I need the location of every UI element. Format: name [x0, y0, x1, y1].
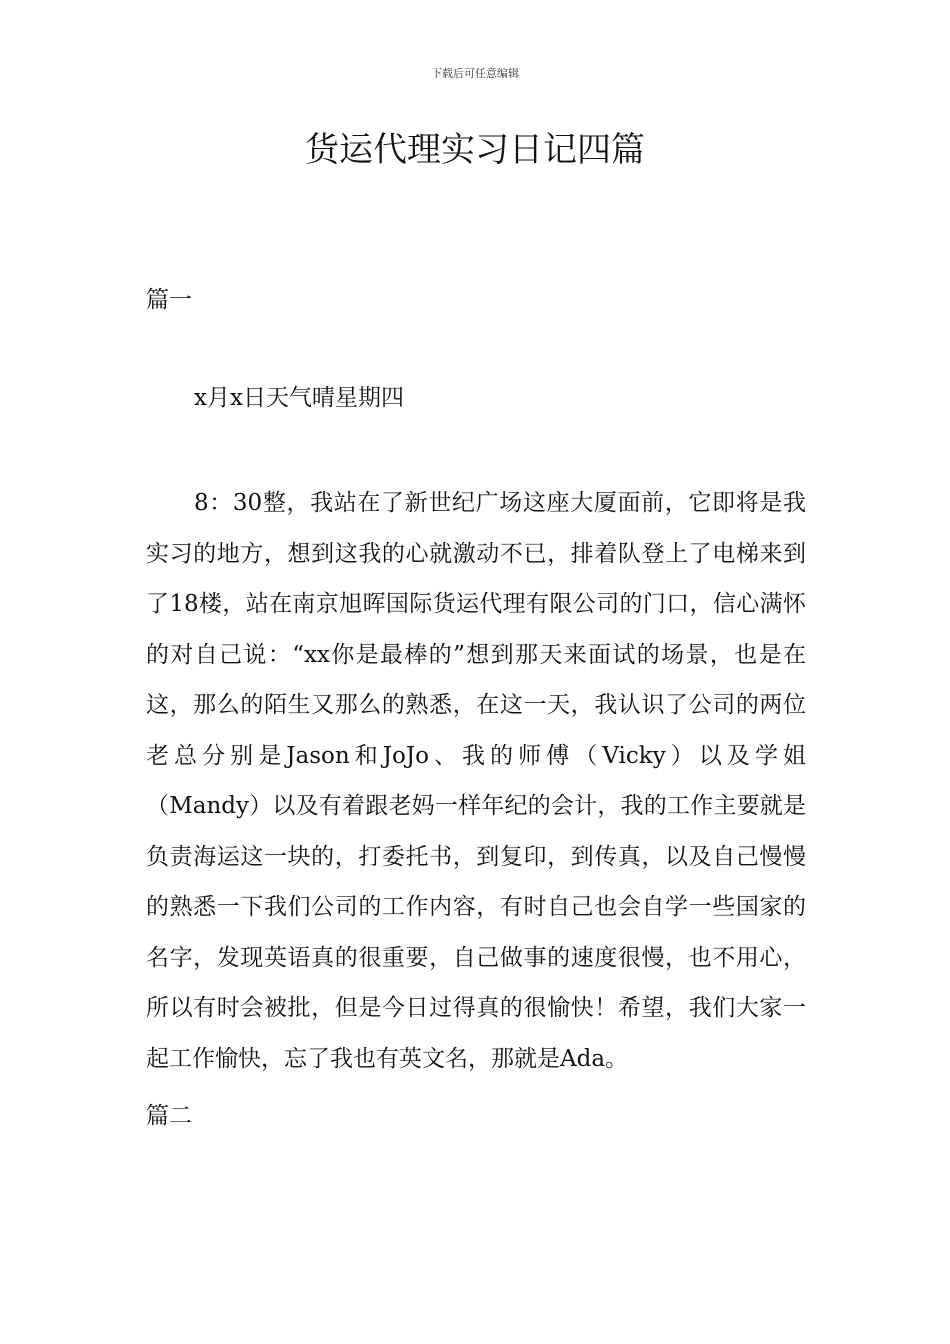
diary-date-line: x月x日天气晴星期四 [194, 385, 404, 411]
section-heading-2: 篇二 [146, 1103, 192, 1129]
document-title: 货运代理实习日记四篇 [305, 130, 645, 170]
section-heading-1: 篇一 [146, 287, 192, 313]
header-note: 下载后可任意编辑 [431, 67, 519, 80]
diary-paragraph: 8：30整，我站在了新世纪广场这座大厦面前，它即将是我实习的地方，想到这我的心就激动不已，排着队登上了电梯来到了18楼，站在南京旭晖国际货运代理有限公司的门口，信心满怀的对自己说：“xx你是最棒的”想到那天来面试的场景，也是在这，那么的陌生又那么的熟悉，在这一天，我认识了公司的两位老总分别是Jason和JoJo、我的师傅（Vicky）以及学姐（Mandy）以及有着跟老妈一样年纪的会计，我的工作主要就是负责海运这一块的，打委托书，到复印，到传真，以及自己慢慢的熟悉一下我们公司的工作内容，有时自己也会自学一些国家的名字，发现英语真的很重要，自己做事的速度很慢，也不用心，所以有时会被批，但是今日过得真的很愉快！希望，我们大家一起工作愉快，忘了我也有英文名，那就是Ada。 [146, 490, 806, 1072]
